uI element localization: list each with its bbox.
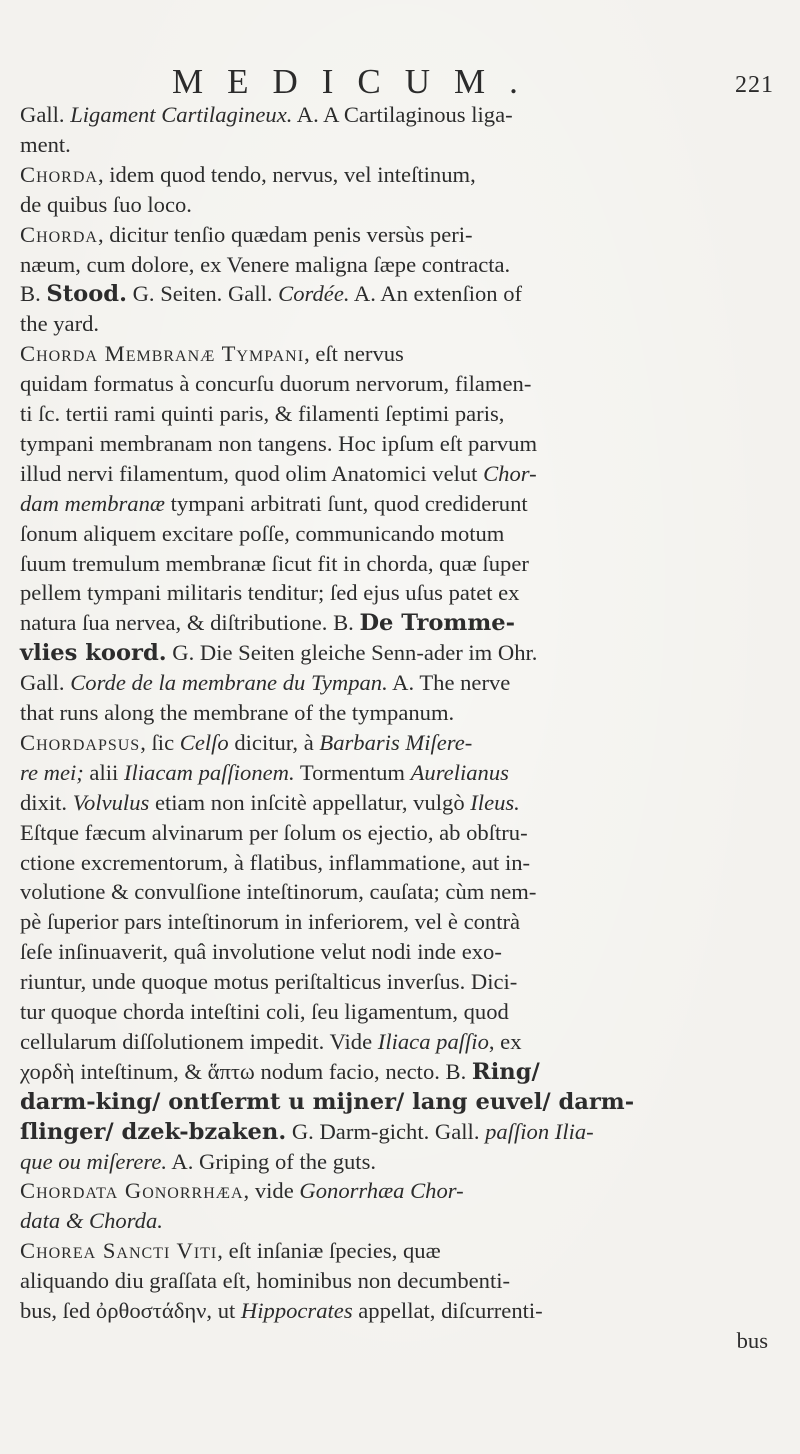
text-line <box>20 1178 464 1204</box>
text-line <box>20 1298 543 1324</box>
text-run: , dicitur tenſio quædam penis versùs peri- <box>97 221 473 247</box>
text-run: appellat, diſcurrenti- <box>352 1298 543 1323</box>
text-run: natura ſua nervea, & diſtributione. B. <box>20 610 360 636</box>
text-run: Volvulus <box>72 789 150 815</box>
text-run: Barbaris Miſere- <box>319 729 473 755</box>
text-run: Iliaca paſſio <box>377 1028 489 1054</box>
text-line <box>20 461 537 487</box>
text-run: Chordapsus <box>20 729 141 755</box>
text-line <box>20 132 71 158</box>
text-line <box>20 431 537 457</box>
text-line <box>20 999 509 1025</box>
text-line <box>20 939 502 965</box>
text-line <box>20 760 509 786</box>
text-run: Eſtque fæcum alvinarum per ſolum os ejectio, ab obſtru- <box>20 819 528 845</box>
text-run: tympani membranam non tangens. Hoc ipſum eſt parvum <box>20 430 538 456</box>
text-run: bus, ſed ὀρθοστάδην, ut <box>20 1298 241 1323</box>
text-line <box>20 969 517 995</box>
text-line <box>20 252 510 278</box>
text-line <box>20 222 473 248</box>
text-run: riuntur, unde quoque motus periſtalticus inverſus. Dici- <box>20 969 518 995</box>
text-run: G. Die Seiten gleiche Senn-ader im Ohr. <box>166 640 538 666</box>
text-run: ſonum aliquem excitare poſſe, communicando motum <box>20 520 505 546</box>
text-run: quidam formatus à concurſu duorum nervorum, filamen- <box>20 371 532 397</box>
text-run: Iliacam paſſionem. <box>123 759 295 785</box>
text-run: etiam non inſcitè appellatur, vulgò <box>149 789 471 815</box>
text-run: χορδὴ inteſtinum, & ἅπτω nodum facio, necto. B. <box>20 1058 472 1084</box>
text-run: G. Seiten. Gall. <box>126 281 279 307</box>
text-run: that runs along the membrane of the tympanum. <box>20 700 455 725</box>
text-run: B. <box>20 281 47 307</box>
text-run: pè ſuperior pars inteſtinorum in inferiorem, vel è contrà <box>20 909 521 935</box>
text-run: Chorda <box>20 161 98 187</box>
text-line <box>20 909 520 935</box>
text-run: dam membranæ <box>20 490 165 516</box>
text-run: illud nervi filamentum, quod olim Anatomici velut <box>20 460 484 486</box>
text-run: Gall. <box>20 102 71 127</box>
text-run: Gall. <box>20 670 71 696</box>
text-run: ſeſe inſinuaverit, quâ involutione velut nodi inde exo- <box>20 939 502 965</box>
page-number: 221 <box>735 72 774 98</box>
text-run: vlies koord. <box>20 640 167 667</box>
text-run: alii <box>83 759 124 785</box>
text-run: Gonorrhæa Chor- <box>299 1178 464 1204</box>
text-line <box>20 311 99 337</box>
text-run: Chordata Gonorrhæa <box>20 1178 244 1204</box>
text-run: Cordée. <box>278 281 350 307</box>
text-run: que ou miſerere. <box>20 1148 168 1174</box>
text-run: , idem quod tendo, nervus, vel inteſtinum, <box>97 161 476 187</box>
text-line <box>20 1119 594 1145</box>
running-title: MEDICUM. <box>172 62 542 101</box>
text-run: dixit. <box>20 789 73 815</box>
text-run: Chor- <box>483 460 537 486</box>
text-line <box>20 102 513 128</box>
text-run: A. An extenſion of <box>349 281 523 307</box>
text-run: Ileus. <box>470 789 520 815</box>
text-run: bus <box>736 1327 768 1353</box>
text-run: cellularum diſſolutionem impedit. Vide <box>20 1028 378 1054</box>
text-run: Chorda Membranæ Tympani <box>20 341 305 367</box>
text-line <box>20 1059 540 1085</box>
text-line <box>20 162 476 188</box>
text-run: næum, cum dolore, ex Venere maligna ſæpe contracta. <box>20 251 511 277</box>
text-run: , vide <box>243 1178 300 1204</box>
text-run: Ligament Cartilagineux. <box>70 102 293 127</box>
text-run: ſlinger/ dzek-bzaken. <box>20 1118 287 1145</box>
text-line <box>20 580 519 606</box>
text-run: Aurelianus <box>410 759 509 785</box>
text-line <box>20 521 504 547</box>
text-line <box>20 401 504 427</box>
text-run: A. Griping of the guts. <box>167 1148 377 1174</box>
text-run: ment. <box>20 131 71 157</box>
text-run: Celſo <box>179 729 229 755</box>
text-line <box>20 879 536 905</box>
text-run: dicitur, à <box>228 729 320 755</box>
text-run: ti ſc. tertii rami quinti paris, & filamenti ſeptimi paris, <box>20 401 505 426</box>
text-run: data & Chorda. <box>20 1208 163 1234</box>
text-run: Tormentum <box>294 759 411 785</box>
text-run: ſuum tremulum membranæ ſicut fit in chorda, quæ ſuper <box>20 550 529 576</box>
text-run: , ex <box>488 1028 522 1054</box>
text-run: A. A Cartilaginous liga- <box>292 102 513 127</box>
text-run: A. The nerve <box>387 670 511 696</box>
text-run: paſſion Ilia- <box>485 1118 594 1144</box>
text-line <box>20 730 472 756</box>
text-line <box>20 491 528 517</box>
text-line <box>20 670 510 696</box>
text-run: , eſt nervus <box>304 341 404 367</box>
text-line <box>20 1149 376 1175</box>
text-line <box>20 1268 510 1294</box>
text-line <box>20 610 515 636</box>
text-run: Stood. <box>46 281 127 308</box>
text-run: Corde de la membrane du Tympan. <box>70 670 388 696</box>
text-run: volutione & convulſione inteſtinorum, cauſata; cùm nem- <box>20 879 537 905</box>
text-line <box>20 820 528 846</box>
text-line <box>20 1238 441 1264</box>
text-line <box>20 1208 163 1234</box>
text-run: Hippocrates <box>240 1298 353 1323</box>
text-run: aliquando diu graſſata eſt, hominibus non decumbenti- <box>20 1268 511 1294</box>
text-run: pellem tympani militaris tenditur; ſed ejus uſus patet ex <box>20 580 520 606</box>
text-run: Ring/ <box>471 1058 540 1085</box>
text-run: de quibus ſuo loco. <box>20 191 192 217</box>
running-head <box>0 62 800 102</box>
text-line <box>20 371 531 397</box>
text-run: the yard. <box>20 311 100 337</box>
text-run: , ſic <box>140 729 180 755</box>
text-line <box>20 341 404 367</box>
text-run: tympani arbitrati ſunt, quod crediderunt <box>164 490 528 516</box>
text-line <box>20 850 530 876</box>
text-line <box>20 551 529 577</box>
text-run: , eſt inſaniæ ſpecies, quæ <box>217 1238 441 1264</box>
text-line <box>737 1328 768 1354</box>
text-line <box>20 700 454 726</box>
text-run: De Tromme- <box>359 610 515 637</box>
text-line <box>20 192 192 218</box>
text-line <box>20 1029 522 1055</box>
text-run: re mei; <box>20 759 84 785</box>
text-run: Chorda <box>20 221 98 247</box>
text-run: ctione excrementorum, à flatibus, inflammatione, aut in- <box>20 849 531 875</box>
text-line <box>20 640 537 666</box>
text-line <box>20 281 522 307</box>
text-run: darm-king/ ontſermt u mijner/ lang euvel/ darm- <box>20 1088 635 1115</box>
text-run: Chorea Sancti Viti <box>20 1238 218 1264</box>
text-line <box>20 1089 634 1115</box>
text-run: tur quoque chorda inteſtini coli, ſeu ligamentum, quod <box>20 999 509 1024</box>
text-line <box>20 790 520 816</box>
text-run: G. Darm-gicht. Gall. <box>286 1118 486 1144</box>
